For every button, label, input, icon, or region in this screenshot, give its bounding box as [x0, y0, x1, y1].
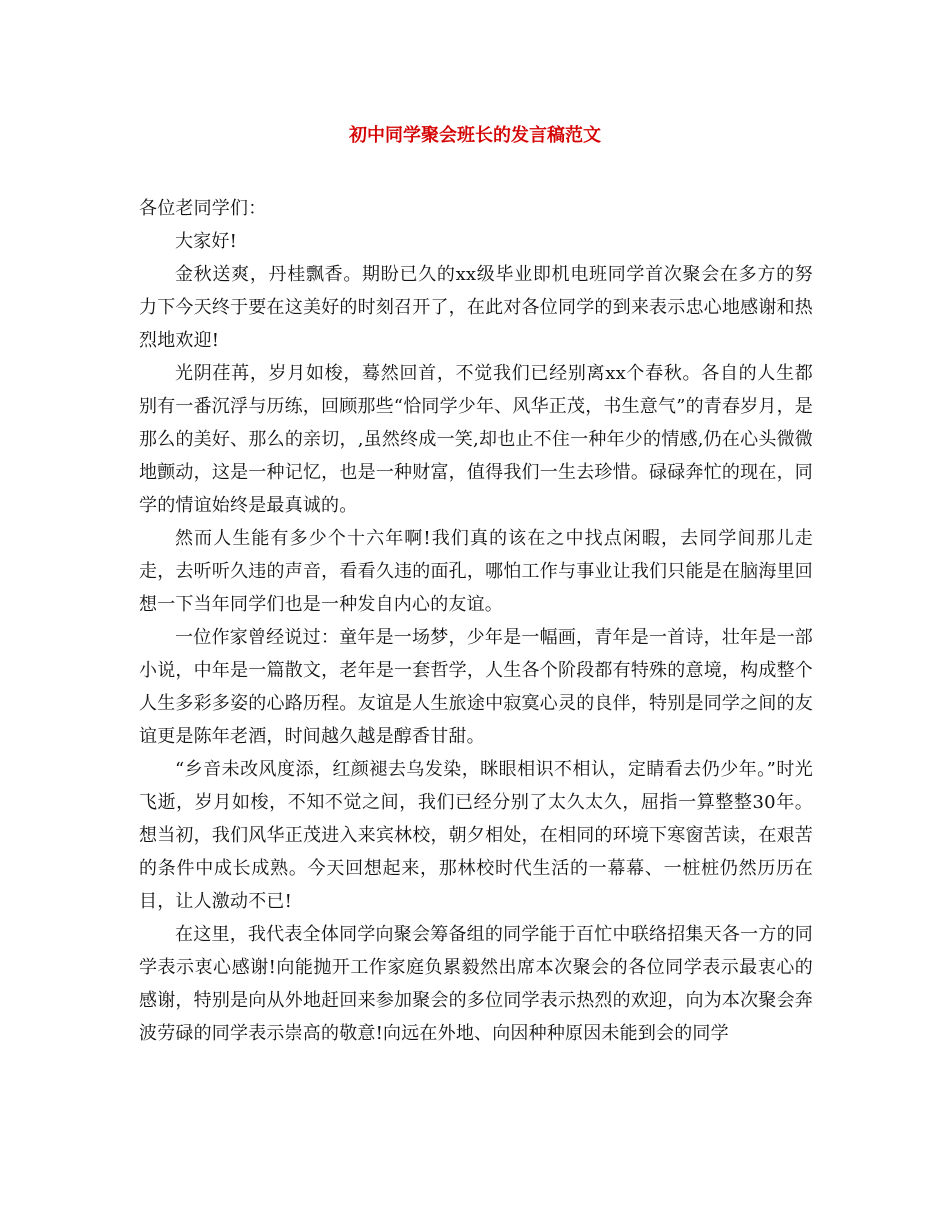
document-title: 初中同学聚会班长的发言稿范文	[349, 125, 601, 146]
document-body	[139, 192, 813, 1050]
paragraph-poem-memories: “乡音未改风度添，红颜褪去乌发染，眯眼相识不相认，定睛看去仍少年。”时光飞逝，岁月如梭，不知不觉之间，我们已经分别了太久太久，屈指一算整整30年。想当初，我们风华正茂进入来宾林校，朝夕相处，在相同的环境下寒窗苦读，在艰苦的条件中成长成熟。今天回想起来，那林校时代生活的一幕幕、一桩桩仍然历历在目，让人激动不已!	[139, 759, 813, 912]
paragraph-writer-quote: 一位作家曾经说过：童年是一场梦，少年是一幅画，青年是一首诗，壮年是一部小说，中年是一篇散文，老年是一套哲学，人生各个阶段都有特殊的意境，构成整个人生多彩多姿的心路历程。友谊是人生旅途中寂寞心灵的良伴，特别是同学之间的友谊更是陈年老酒，时间越久越是醇香甘甜。	[139, 627, 813, 747]
paragraph-greeting: 大家好!	[175, 231, 238, 252]
paragraph-time-passing: 光阴荏苒，岁月如梭，蓦然回首，不觉我们已经别离xx个春秋。各自的人生都别有一番沉浮与历练，回顾那些“恰同学少年、风华正茂，书生意气”的青春岁月，是那么的美好、那么的亲切，,虽然终成一笑,却也止不住一种年少的情感,仍在心头微微地颤动，这是一种记忆，也是一种财富，值得我们一生去珍惜。碌碌奔忙的现在，同学的情谊始终是最真诚的。	[139, 363, 814, 516]
salutation: 各位老同学们：	[139, 198, 267, 219]
paragraph-thanks: 在这里，我代表全体同学向聚会筹备组的同学能于百忙中联络招集天各一方的同学表示衷心感谢!向能抛开工作家庭负累毅然出席本次聚会的各位同学表示最衷心的感谢，特别是向从外地赶回来参加聚会的多位同学表示热烈的欢迎，向为本次聚会奔波劳碌的同学表示崇高的敬意!向远在外地、向因种种原因未能到会的同学	[139, 924, 813, 1044]
paragraph-sixteen-years: 然而人生能有多少个十六年啊!我们真的该在之中找点闲暇，去同学间那儿走走，去听听久违的声音，看看久违的面孔，哪怕工作与事业让我们只能是在脑海里回想一下当年同学们也是一种发自内心的友谊。	[139, 528, 813, 615]
paragraph-welcome: 金秋送爽，丹桂飘香。期盼已久的xx级毕业即机电班同学首次聚会在多方的努力下今天终于要在这美好的时刻召开了，在此对各位同学的到来表示忠心地感谢和热烈地欢迎!	[139, 264, 813, 351]
